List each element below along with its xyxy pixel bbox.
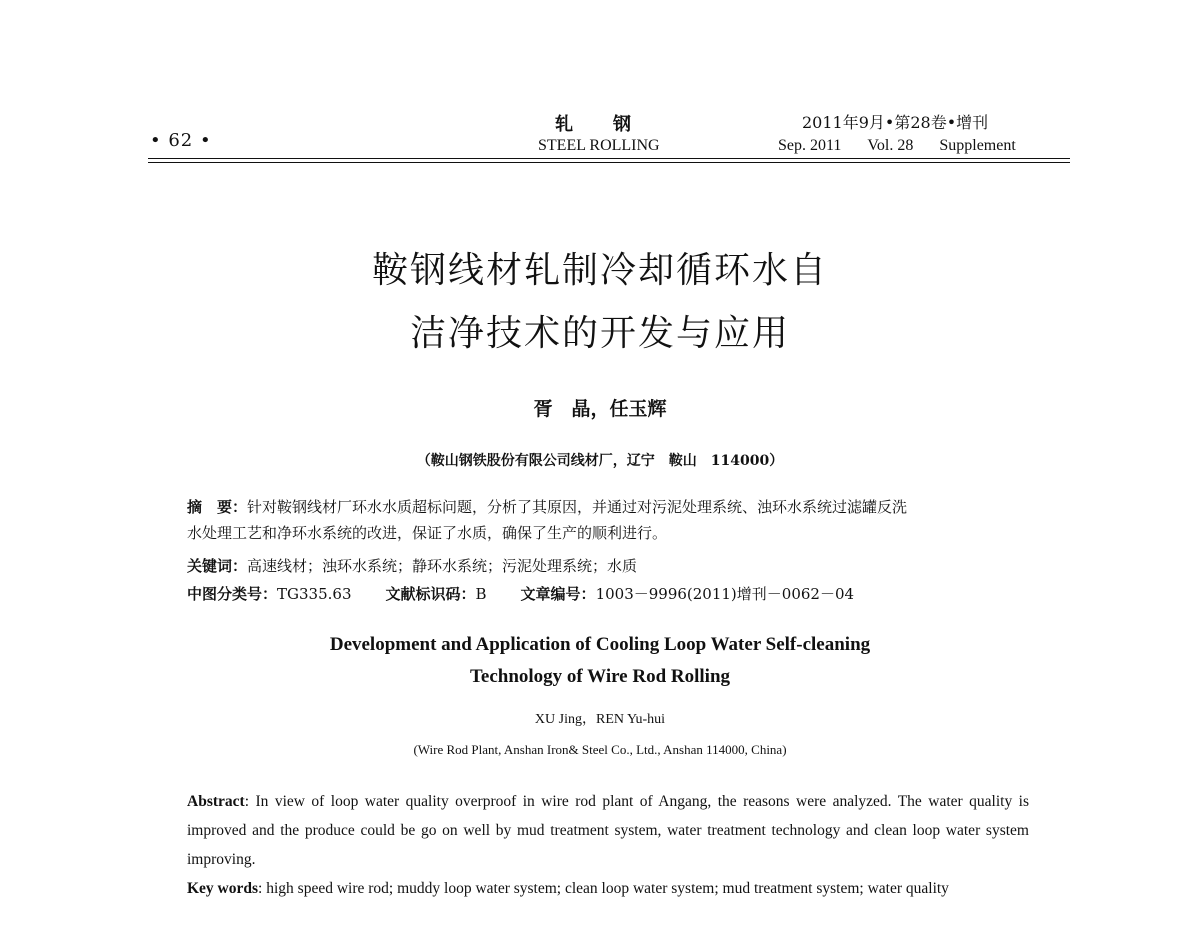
keywords-en-label: Key words bbox=[187, 880, 259, 897]
header-rule-bottom bbox=[148, 162, 1070, 163]
authors-cn: 胥 晶，任玉辉 bbox=[533, 398, 667, 420]
title-cn-line2: 洁净技术的开发与应用 bbox=[409, 313, 790, 354]
issue-supplement-en: Supplement bbox=[939, 137, 1016, 154]
clc-value: TG335.63 bbox=[277, 585, 352, 603]
classification-line bbox=[187, 581, 1027, 607]
authors-en: XU Jing，REN Yu-hui bbox=[534, 712, 666, 727]
article-number-value: 1003－9996(2011)增刊－0062－04 bbox=[595, 585, 855, 603]
header-rule-top bbox=[148, 158, 1070, 159]
article-number-label: 文章编号： bbox=[520, 585, 596, 603]
clc-label: 中图分类号： bbox=[187, 585, 278, 603]
issue-volume-en: Vol. 28 bbox=[867, 137, 914, 154]
abstract-cn-label: 摘 要： bbox=[187, 498, 248, 516]
abstract-cn-text-1: 针对鞍钢线材厂环水水质超标问题，分析了其原因，并通过对污泥处理系统、浊环水系统过滤罐反洗 bbox=[247, 498, 908, 516]
abstract-en bbox=[187, 787, 1029, 874]
issue-date-cn: 2011年9月•第28卷•增刊 bbox=[802, 113, 989, 132]
keywords-cn bbox=[187, 553, 1027, 579]
title-cn-line1: 鞍钢线材轧制冷却循环水自 bbox=[371, 250, 828, 291]
keywords-en bbox=[187, 874, 1029, 903]
title-en-line2: Technology of Wire Rod Rolling bbox=[469, 666, 731, 687]
affiliation-cn: （鞍山钢铁股份有限公司线材厂，辽宁 鞍山 114000） bbox=[416, 453, 784, 469]
keywords-cn-text: 高速线材；浊环水系统；静环水系统；污泥处理系统；水质 bbox=[247, 557, 638, 575]
journal-title-cn: 轧钢 bbox=[555, 114, 671, 135]
keywords-en-text: : high speed wire rod; muddy loop water system; clean loop water system; mud treatment system; water quality bbox=[258, 880, 949, 897]
affiliation-en: (Wire Rod Plant, Anshan Iron& Steel Co., Ltd., Anshan 114000, China) bbox=[413, 742, 787, 757]
page-number: • 62 • bbox=[150, 130, 212, 151]
keywords-cn-label: 关键词： bbox=[187, 557, 248, 575]
title-en-line1: Development and Application of Cooling Loop Water Self-cleaning bbox=[329, 634, 871, 655]
doc-code-label: 文献标识码： bbox=[385, 585, 476, 603]
issue-info-en bbox=[778, 137, 1016, 155]
abstract-en-text: : In view of loop water quality overproof in wire rod plant of Angang, the reasons were analyzed. The water quality is improved and the produce could be go on well by mud treatment system, water treatment technology and clean loop water system improving. bbox=[187, 793, 1029, 868]
abstract-cn-line1 bbox=[187, 494, 1027, 520]
abstract-en-label: Abstract bbox=[187, 793, 245, 810]
abstract-cn bbox=[187, 494, 1027, 546]
issue-date-en: Sep. 2011 bbox=[778, 137, 842, 154]
doc-code-value: B bbox=[475, 585, 487, 603]
abstract-cn-line2: 水处理工艺和净环水系统的改进，保证了水质，确保了生产的顺利进行。 bbox=[187, 524, 668, 542]
journal-title-en: STEEL ROLLING bbox=[538, 137, 660, 154]
